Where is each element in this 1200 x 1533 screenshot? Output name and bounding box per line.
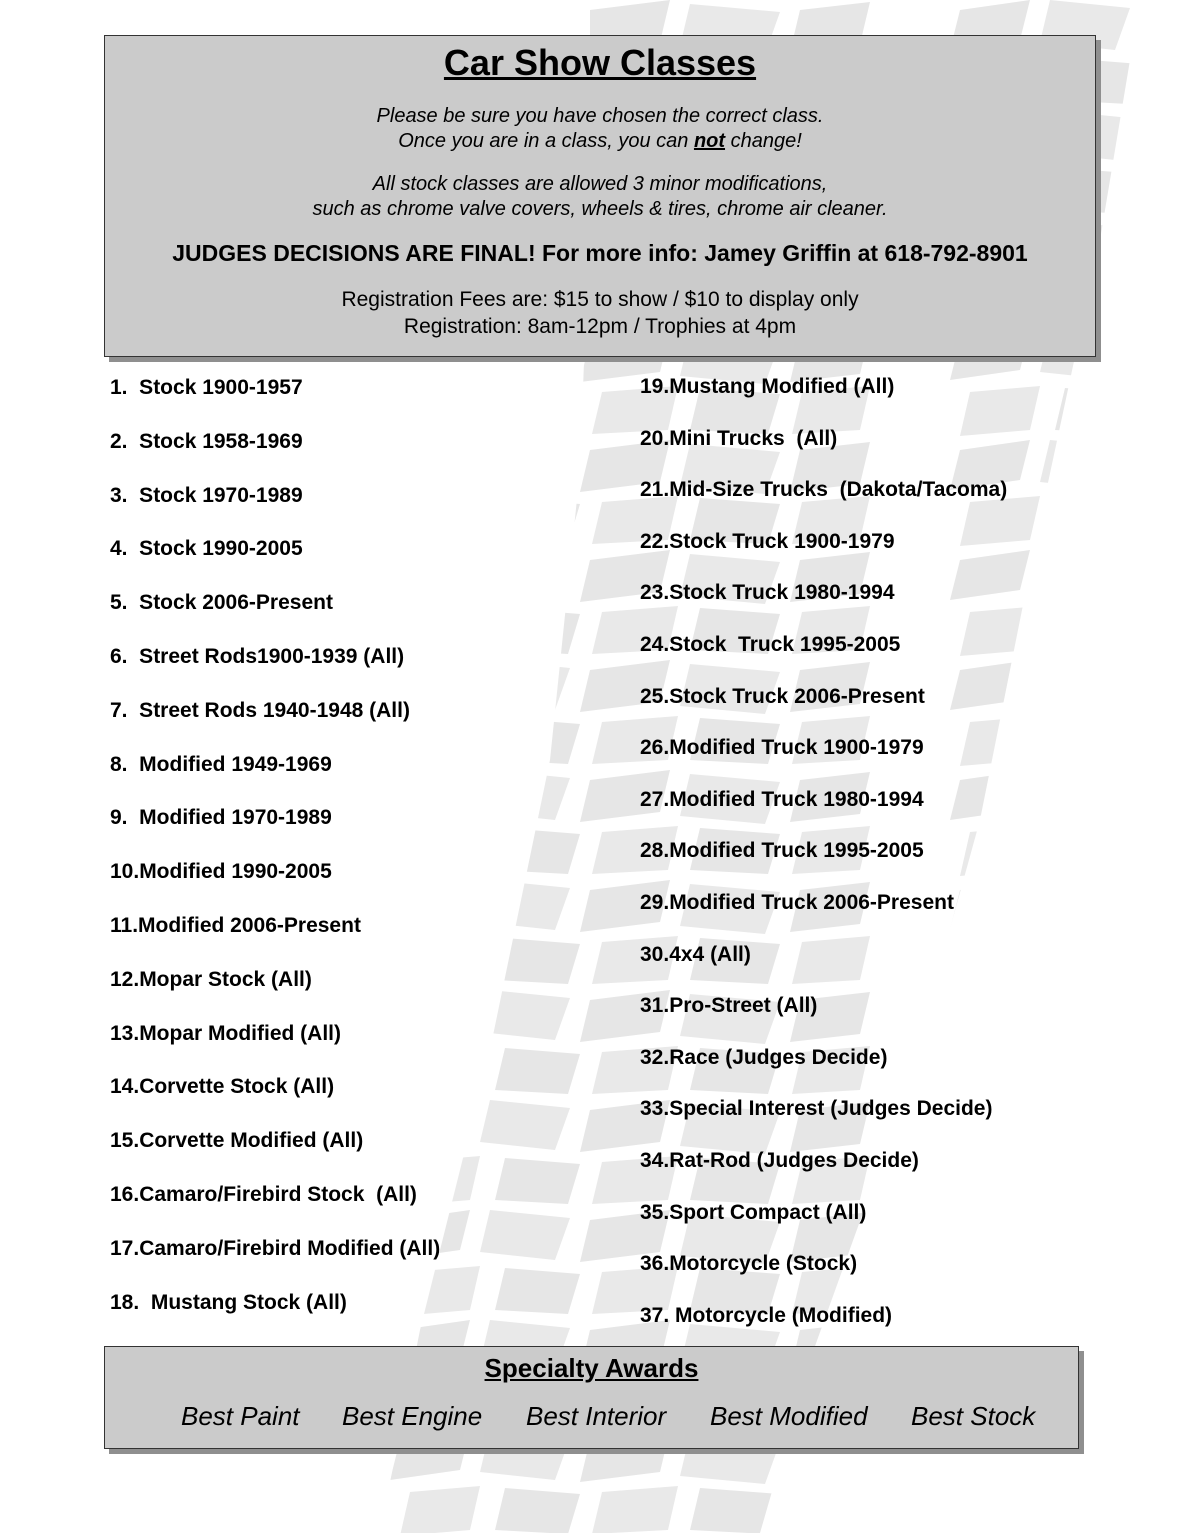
class-item: 35.Sport Compact (All)	[640, 1200, 867, 1224]
class-item: 28.Modified Truck 1995-2005	[640, 839, 924, 863]
award-best-paint: Best Paint	[181, 1401, 300, 1431]
judges-notice: JUDGES DECISIONS ARE FINAL! For more info: Jamey Griffin at 618-792-8901	[172, 240, 1028, 266]
class-item: 34.Rat-Rod (Judges Decide)	[640, 1149, 919, 1172]
class-item: 24.Stock Truck 1995-2005	[640, 633, 901, 656]
class-item: 15.Corvette Modified (All)	[110, 1129, 364, 1153]
class-item: 11.Modified 2006-Present	[110, 914, 361, 937]
specialty-awards-box	[104, 1346, 1079, 1449]
class-item: 14.Corvette Stock (All)	[110, 1075, 335, 1099]
class-warning-line1: Please be sure you have chosen the correct class.	[376, 105, 824, 127]
class-item: 13.Mopar Modified (All)	[110, 1021, 341, 1045]
class-item: 7. Street Rods 1940-1948 (All)	[110, 698, 410, 722]
registration-fees: Registration Fees are: $15 to show / $10 to display only	[341, 288, 859, 311]
class-item: 6. Street Rods1900-1939 (All)	[110, 645, 405, 668]
class-item: 12.Mopar Stock (All)	[110, 967, 312, 991]
class-item: 31.Pro-Street (All)	[640, 994, 818, 1018]
class-item: 25.Stock Truck 2006-Present	[640, 684, 925, 708]
award-best-stock: Best Stock	[911, 1401, 1036, 1431]
class-item: 5. Stock 2006-Present	[110, 591, 333, 615]
class-item: 2. Stock 1958-1969	[110, 429, 303, 453]
class-item: 29.Modified Truck 2006-Present	[640, 891, 954, 914]
class-item: 22.Stock Truck 1900-1979	[640, 529, 895, 553]
class-item: 3. Stock 1970-1989	[110, 483, 303, 507]
class-item: 8. Modified 1949-1969	[110, 752, 332, 776]
award-best-interior: Best Interior	[526, 1401, 667, 1431]
class-item: 10.Modified 1990-2005	[110, 860, 332, 884]
class-item: 4. Stock 1990-2005	[110, 537, 303, 561]
header-box	[104, 35, 1096, 357]
modifications-line2: such as chrome valve covers, wheels & tires, chrome air cleaner.	[312, 198, 888, 220]
class-item: 32.Race (Judges Decide)	[640, 1045, 888, 1069]
class-warning-line2: Once you are in a class, you can not change!	[398, 130, 802, 152]
class-item: 16.Camaro/Firebird Stock (All)	[110, 1183, 417, 1206]
award-best-modified: Best Modified	[710, 1401, 868, 1431]
modifications-line1: All stock classes are allowed 3 minor modifications,	[372, 173, 828, 195]
class-item: 1. Stock 1900-1957	[110, 376, 303, 399]
class-item: 18. Mustang Stock (All)	[110, 1290, 347, 1314]
not-emphasis: not	[693, 130, 726, 152]
registration-times: Registration: 8am-12pm / Trophies at 4pm	[403, 315, 797, 338]
class-item: 37. Motorcycle (Modified)	[640, 1303, 893, 1327]
specialty-awards-title: Specialty Awards	[484, 1353, 699, 1383]
class-item: 30.4x4 (All)	[640, 942, 751, 966]
award-best-engine: Best Engine	[342, 1401, 483, 1431]
class-item: 36.Motorcycle (Stock)	[640, 1252, 858, 1276]
registration-info	[105, 286, 1095, 340]
class-item: 23.Stock Truck 1980-1994	[640, 581, 895, 605]
class-item: 17.Camaro/Firebird Modified (All)	[110, 1236, 441, 1260]
class-item: 26.Modified Truck 1900-1979	[640, 736, 924, 760]
modifications-note	[105, 172, 1095, 222]
class-item: 9. Modified 1970-1989	[110, 806, 332, 830]
class-item: 27.Modified Truck 1980-1994	[640, 787, 924, 811]
class-item: 20.Mini Trucks (All)	[640, 426, 838, 450]
class-item: 19.Mustang Modified (All)	[640, 375, 895, 398]
page-title: Car Show Classes	[443, 42, 757, 83]
class-item: 21.Mid-Size Trucks (Dakota/Tacoma)	[640, 478, 1008, 502]
class-item: 33.Special Interest (Judges Decide)	[640, 1097, 993, 1121]
class-warning-note	[105, 104, 1095, 154]
